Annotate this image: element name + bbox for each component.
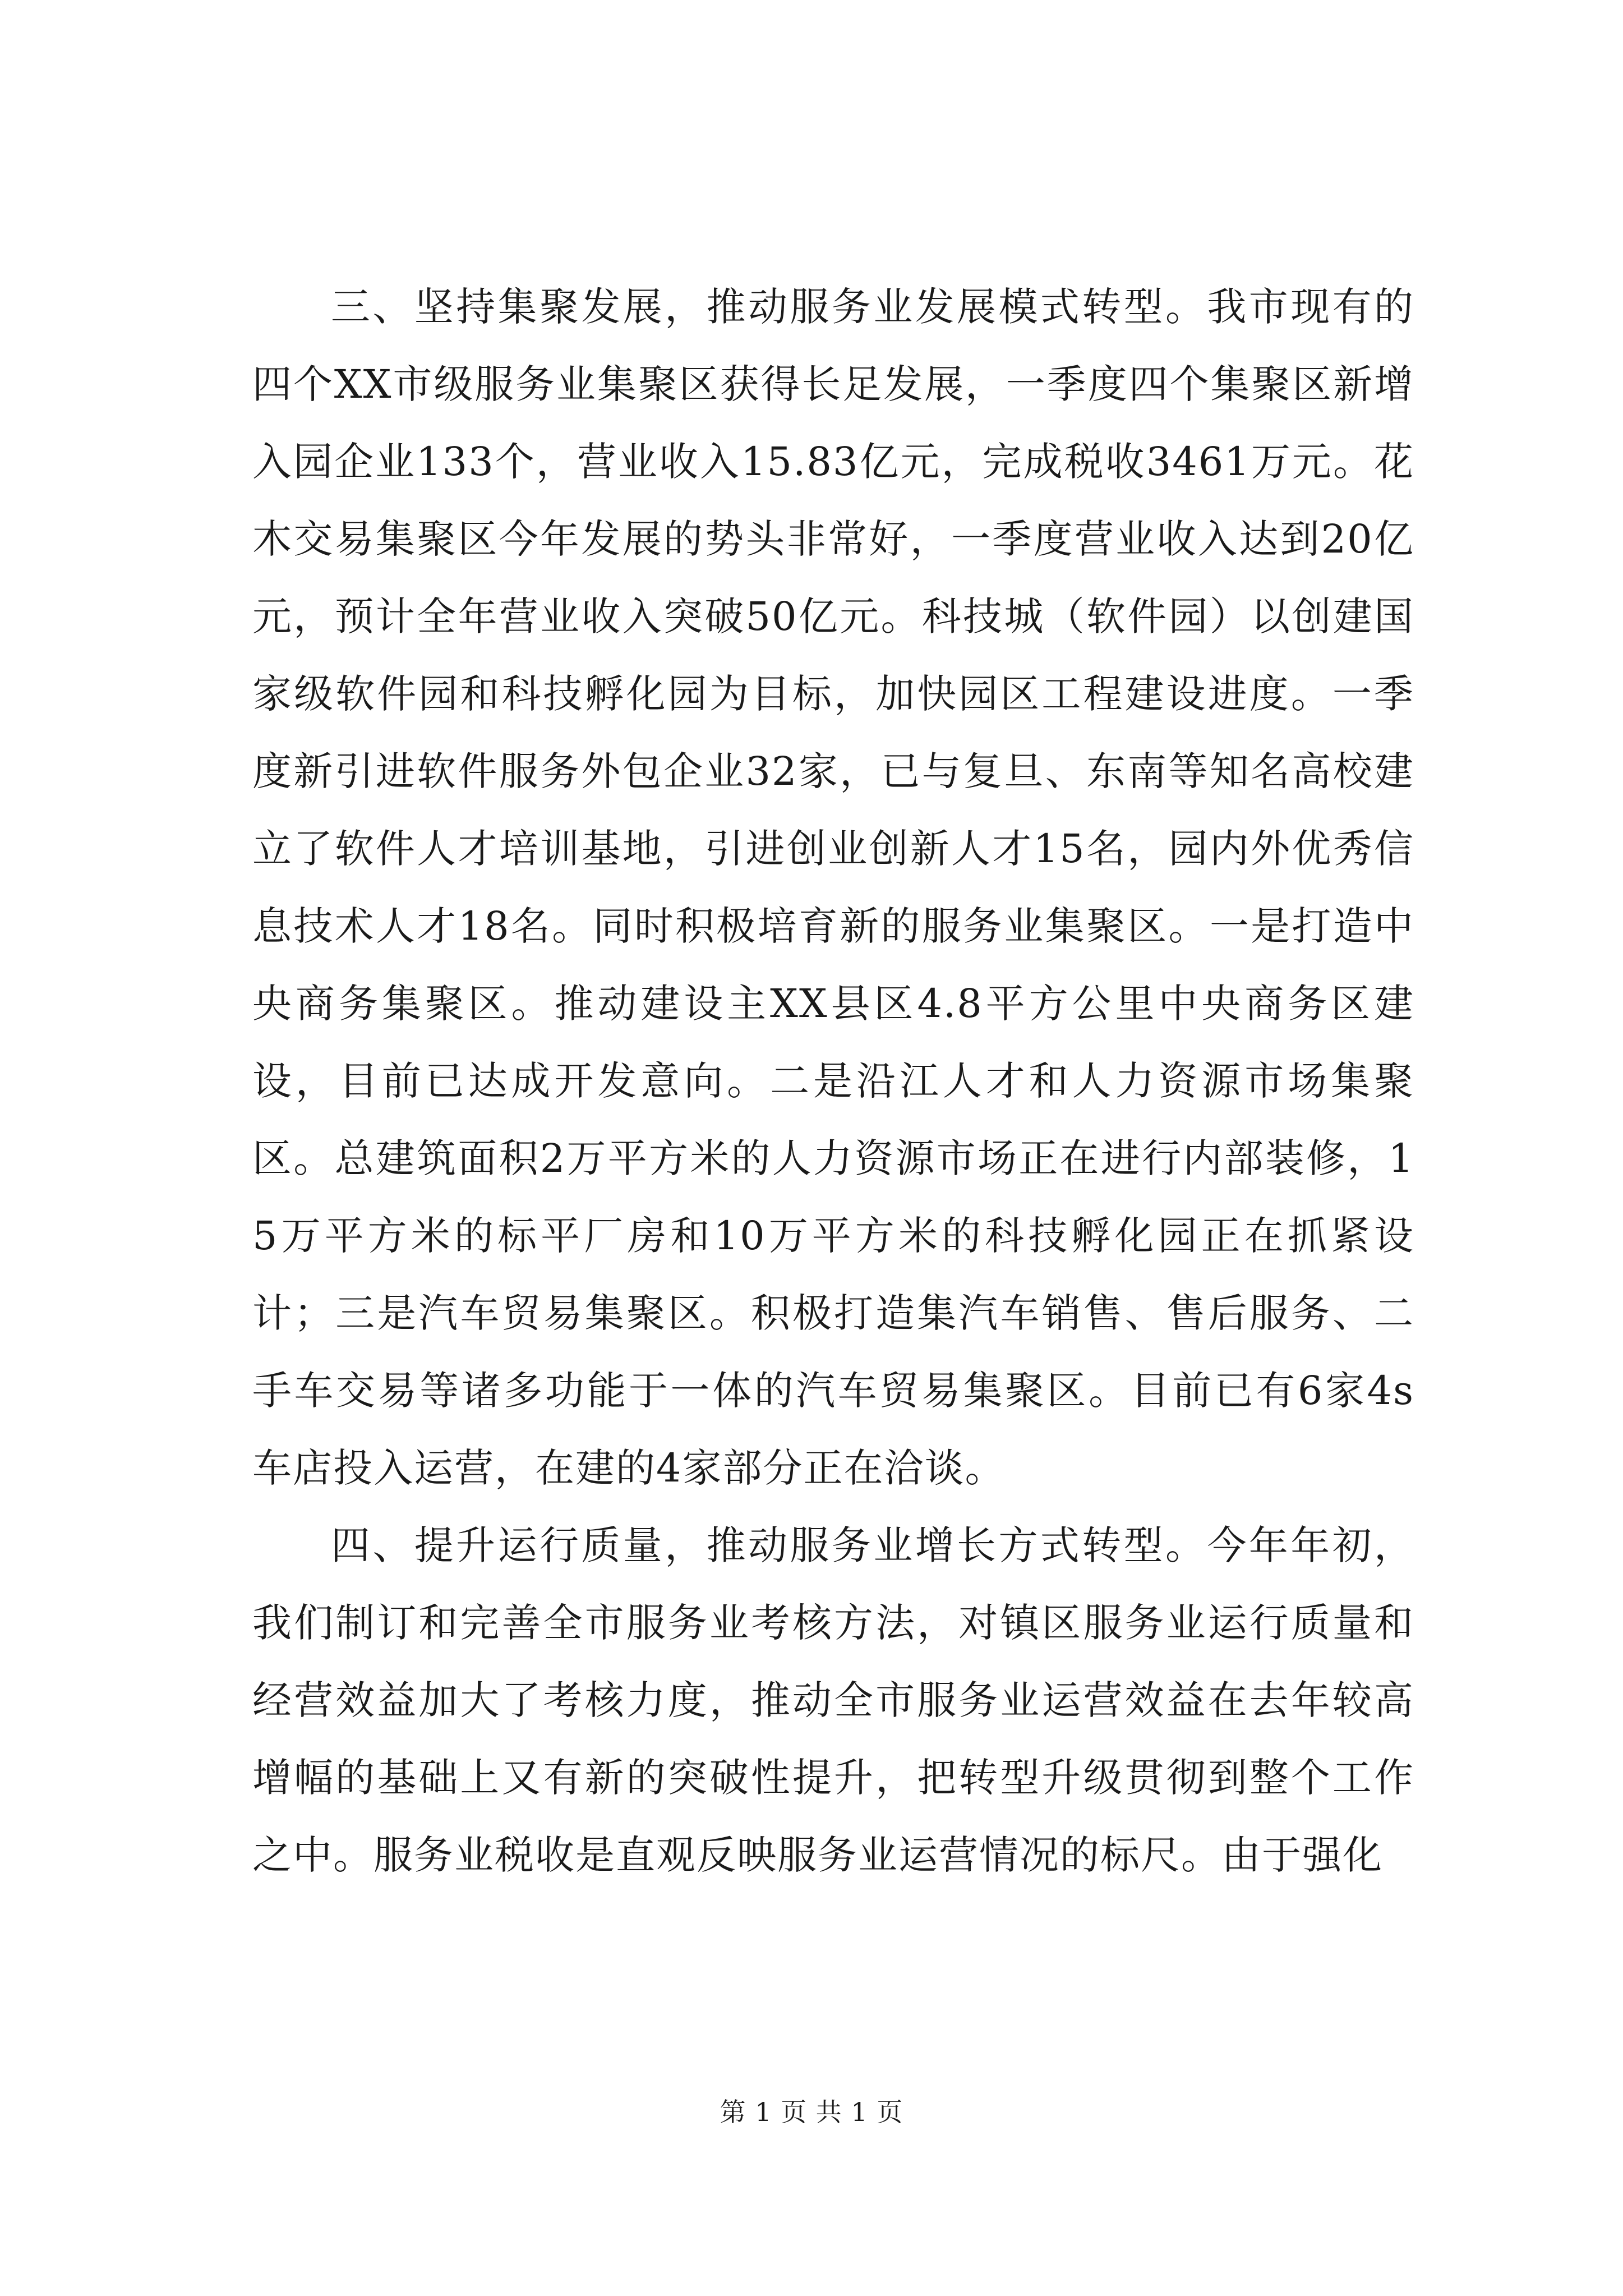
page-footer: 第 1 页 共 1 页 bbox=[720, 2097, 903, 2127]
paragraph-section-3: 三、坚持集聚发展，推动服务业发展模式转型。我市现有的四个XX市级服务业集聚区获得长足发展，一季度四个集聚区新增入园企业133个，营业收入15.83亿元，完成税收3461万元。花木交易集聚区今年发展的势头非常好，一季度营业收入达到20亿元，预计全年营业收入突破50亿元。科技城（软件园）以创建国家级软件园和科技孵化园为目标，加快园区工程建设进度。一季度新引进软件服务外包企业32家，已与复旦、东南等知名高校建立了软件人才培训基地，引进创业创新人才15名，园内外优秀信息技术人才18名。同时积极培育新的服务业集聚区。一是打造中央商务集聚区。推动建设主XX县区4.8平方公里中央商务区建设，目前已达成开发意向。二是沿江人才和人力资源市场集聚区。总建筑面积2万平方米的人力资源市场正在进行内部装修，15万平方米的标平厂房和10万平方米的科技孵化园正在抓紧设计；三是汽车贸易集聚区。积极打造集汽车销售、售后服务、二手车交易等诸多功能于一体的汽车贸易集聚区。目前已有6家4s车店投入运营，在建的4家部分正在洽谈。 bbox=[252, 284, 1414, 1491]
paragraph-section-4: 四、提升运行质量，推动服务业增长方式转型。今年年初，我们制订和完善全市服务业考核方法，对镇区服务业运行质量和经营效益加大了考核力度，推动全市服务业运营效益在去年较高增幅的基础上又有新的突破性提升，把转型升级贯彻到整个工作之中。服务业税收是直观反映服务业运营情况的标尺。由于强化 bbox=[252, 1522, 1414, 1878]
document-body bbox=[252, 268, 1414, 1894]
